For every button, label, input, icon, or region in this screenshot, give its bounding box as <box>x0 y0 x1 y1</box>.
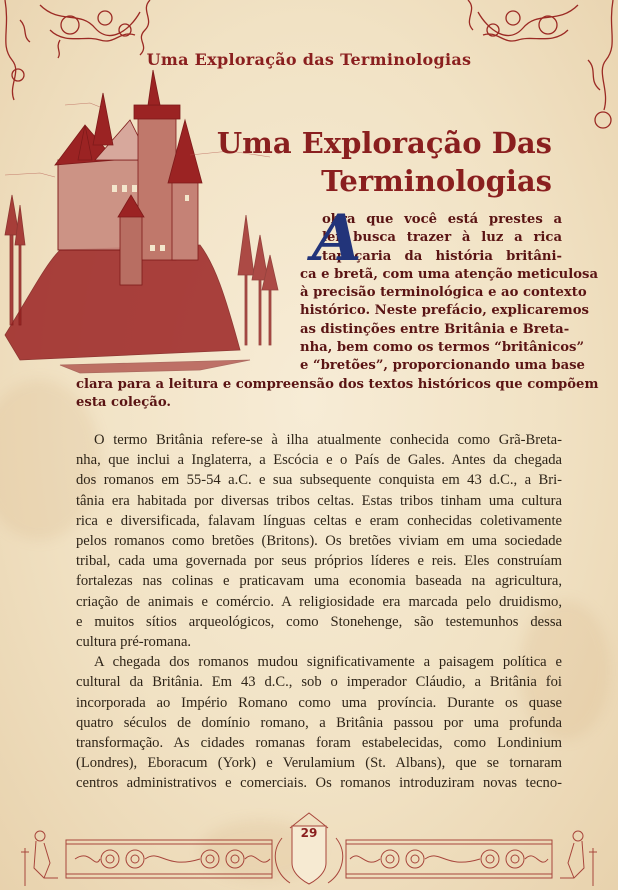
chapter-title <box>217 124 552 200</box>
intro-line: histórico. Neste prefácio, explicaremos <box>300 303 589 319</box>
running-head: Uma Exploração das Terminologias <box>146 50 472 69</box>
text-line: centros administrativos e comerciais. Os romanos introduziram novas tecno- <box>76 775 562 792</box>
intro-line: ca e bretã, com uma atenção meticulosa <box>300 266 598 282</box>
dragon-shield-icon <box>275 813 342 884</box>
text-line: fortalezas nas colinas e praticavam uma economia baseada na agricultura, <box>76 573 562 590</box>
intro-line: e “bretões”, proporcionando uma base <box>300 358 585 374</box>
text-line: tribal, cada uma governada por seus próprios líderes e reis. Eles construíam <box>76 553 562 570</box>
text-line: pelos romanos como bretões (Britons). Os bretões viviam em uma sociedade <box>76 533 562 550</box>
text-line: tânia era habitada por diversas tribos celtas. Estas tribos tinham uma cultura <box>76 492 562 509</box>
intro-line: as distinções entre Britânia e Breta- <box>300 321 570 337</box>
text-line: incorporada ao Império Romano como uma província. Durante os quase <box>76 694 562 711</box>
text-line: dos romanos em 55-54 a.C. e sua subsequente conquista em 43 d.C., a Bri- <box>76 472 562 489</box>
intro-line: ler busca trazer à luz a rica <box>322 230 562 246</box>
text-line: nha, que inclui a Inglaterra, a Escócia e o País de Gales. Antes da chegada <box>76 452 562 469</box>
text-line: A chegada dos romanos mudou significativamente a paisagem política e <box>94 654 562 671</box>
dropcap-letter: A <box>312 201 362 276</box>
knight-icon <box>21 831 58 886</box>
intro-line: esta coleção. <box>76 394 171 410</box>
intro-line: clara para a leitura e compreensão dos textos históricos que compõem <box>76 376 599 392</box>
text-line: criação de animais e comércio. A religiosidade era marcada pelo druidismo, <box>76 593 562 610</box>
intro-line: nha, bem como os termos “britânicos” <box>300 340 585 356</box>
text-line: rica e diversificada, falavam línguas celtas e eram conhecidas coletivamente <box>76 512 562 529</box>
footer-ornament <box>0 808 618 890</box>
text-line: cultura pré-romana. <box>76 634 192 651</box>
intro-line: tapeçaria da história britâni- <box>322 248 562 264</box>
paragraph <box>76 430 562 652</box>
chapter-title-line-1: Uma Exploração Das <box>216 126 552 160</box>
paragraph <box>76 652 562 793</box>
text-line: (Londres), Eboracum (York) e Verulamium (St. Albans), que se tornaram <box>76 755 562 772</box>
chapter-title-line-2: Terminologias <box>321 164 552 198</box>
intro-line: obra que você está prestes a <box>322 212 562 227</box>
text-line: e muitos sítios arqueológicos, como Stonehenge, são testemunhos dessa <box>76 613 562 630</box>
body-text <box>76 430 562 794</box>
text-line: transformação. As cidades romanas foram estabelecidas, como Londinium <box>76 735 562 752</box>
page-number: 29 <box>300 826 318 840</box>
text-line: cultural da Britânia. Em 43 d.C., sob o imperador Cláudio, a Britânia foi <box>76 674 562 691</box>
intro-line: à precisão terminológica e ao contexto <box>300 285 587 301</box>
knight-icon <box>560 831 597 886</box>
text-line: quatro séculos de domínio romano, a Britânia passou por uma profunda <box>76 714 562 731</box>
intro-paragraph <box>76 201 599 412</box>
text-line: O termo Britânia refere-se à ilha atualmente conhecida como Grã-Breta- <box>94 432 562 448</box>
